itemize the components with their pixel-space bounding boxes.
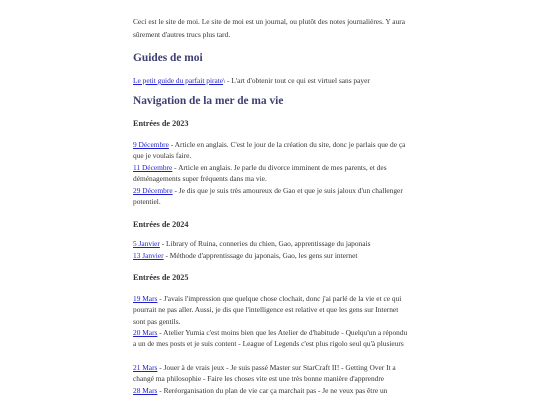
entry-item xyxy=(133,185,408,208)
entry-item xyxy=(133,139,408,162)
entry-link[interactable]: 5 Janvier xyxy=(133,239,160,248)
entry-link[interactable]: 13 Janvier xyxy=(133,251,164,260)
entry-item xyxy=(133,385,408,396)
entry-item xyxy=(133,293,408,327)
entry-item xyxy=(133,250,408,261)
entry-link[interactable]: 11 Décembre xyxy=(133,163,173,172)
guide-item xyxy=(133,75,408,86)
entry-description: - Article en anglais. Je parle du divorce imminent de mes parents, et des déménagements super fréquents dans ma vie. xyxy=(133,163,387,184)
entry-description: - Jouer à de vrais jeux - Je suis passé Master sur StarCraft II! - Getting Over It a changé ma philosophie - Faire les choses vite est une très bonne manière d'apprendre xyxy=(133,363,396,384)
year-heading-2023: Entrées de 2023 xyxy=(133,119,189,128)
year-heading-2024: Entrées de 2024 xyxy=(133,220,189,229)
year-heading-2025: Entrées de 2025 xyxy=(133,273,189,282)
entry-link[interactable]: 28 Mars xyxy=(133,386,158,395)
navigation-heading: Navigation de la mer de ma vie xyxy=(133,95,284,107)
entry-link[interactable]: 20 Mars xyxy=(133,328,158,337)
entry-item xyxy=(133,327,408,350)
entry-description: - J'avais l'impression que quelque chose clochait, donc j'ai parlé de la vie et ce qui pourrait ne pas aller. Aussi, je dis que l'intelligence est relative et que les gens sur Internet sont pas gentils. xyxy=(133,294,402,326)
entry-description: - Reréorganisation du plan de vie car ça marchait pas - Je ne veux pas être un xyxy=(157,386,388,395)
entry-item xyxy=(133,238,408,249)
entry-item xyxy=(133,162,408,185)
entry-link[interactable]: 9 Décembre xyxy=(133,140,169,149)
intro-paragraph: Ceci est le site de moi. Le site de moi est un journal, ou plutôt des notes journalières. Y aura sûrement d'autres trucs plus tard. xyxy=(133,17,406,39)
entry-link[interactable]: 29 Décembre xyxy=(133,186,173,195)
entry-description: - Library of Ruina, conneries du chien, Gao, apprentissage du japonais xyxy=(159,239,371,248)
entry-link[interactable]: 19 Mars xyxy=(133,294,158,303)
guide-description: \ - L'art d'obtenir tout ce qui est virtuel sans payer xyxy=(223,76,370,85)
guides-heading: Guides de moi xyxy=(133,52,203,64)
entry-description: - Méthode d'apprentissage du japonais, Gao, les gens sur internet xyxy=(163,251,358,260)
entry-description: - Je dis que je suis très amoureux de Gao et que je suis jaloux d'un challenger potentiel. xyxy=(133,186,403,207)
entry-item xyxy=(133,362,408,385)
guide-link[interactable]: Le petit guide du parfait pirate xyxy=(133,76,224,85)
entry-description: - Article en anglais. C'est le jour de la création du site, donc je parlais que de ça que je voulais faire. xyxy=(133,140,406,161)
entry-link[interactable]: 21 Mars xyxy=(133,363,158,372)
entry-description: - Atelier Yumia c'est moins bien que les Atelier de d'habitude - Quelqu'un a répondu a un de mes posts et je suis content - League of Legends c'est plus rigolo seul qu'à plusieurs xyxy=(133,328,408,349)
